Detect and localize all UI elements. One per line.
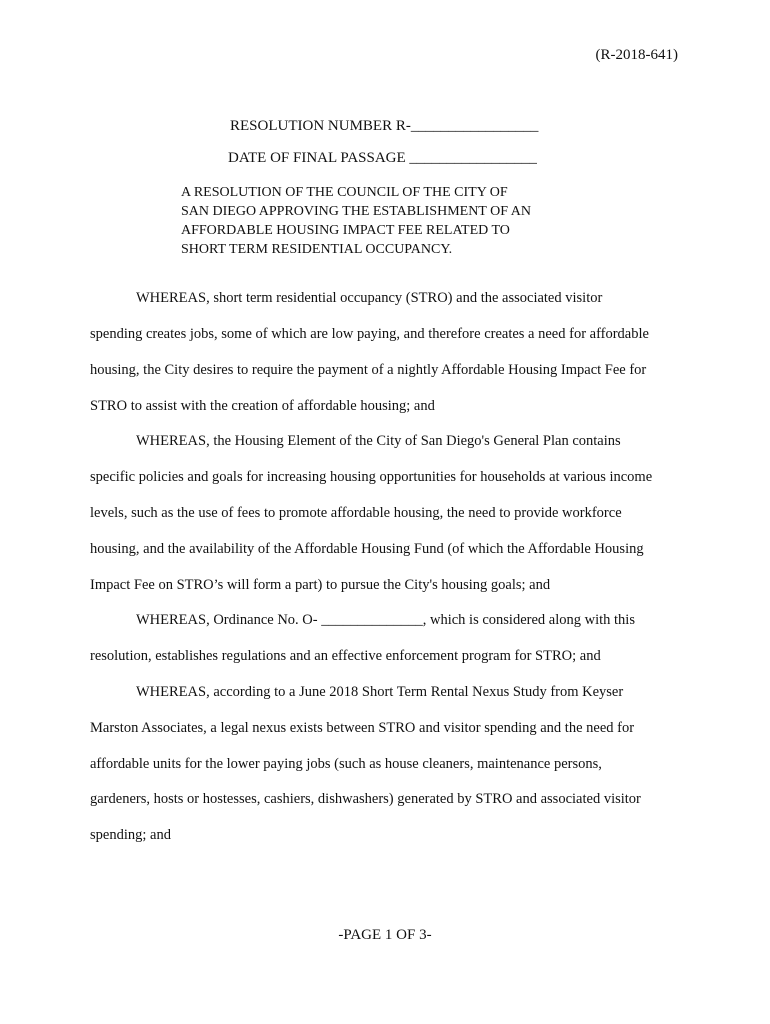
body-line: affordable units for the lower paying jobs (such as house cleaners, maintenance persons, (90, 756, 602, 772)
title-line: AFFORDABLE HOUSING IMPACT FEE RELATED TO (181, 223, 510, 238)
body-line: STRO to assist with the creation of affordable housing; and (90, 398, 435, 414)
title-line: SHORT TERM RESIDENTIAL OCCUPANCY. (181, 242, 453, 257)
page-footer: -PAGE 1 OF 3- (338, 927, 432, 943)
body-line: Impact Fee on STRO’s will form a part) to pursue the City's housing goals; and (90, 577, 551, 593)
body-line: WHEREAS, according to a June 2018 Short Term Rental Nexus Study from Keyser (136, 684, 624, 700)
body-line: spending creates jobs, some of which are low paying, and therefore creates a need for affordable (90, 326, 649, 342)
body-line: gardeners, hosts or hostesses, cashiers, dishwashers) generated by STRO and associated visitor (90, 791, 641, 807)
body-line: housing, and the availability of the Affordable Housing Fund (of which the Affordable Housing (90, 541, 644, 557)
resolution-number: RESOLUTION NUMBER R-_________________ (230, 118, 539, 134)
body-line: WHEREAS, the Housing Element of the City of San Diego's General Plan contains (136, 433, 621, 449)
body-line: WHEREAS, short term residential occupancy (STRO) and the associated visitor (136, 290, 603, 306)
body-line: WHEREAS, Ordinance No. O- ______________, which is considered along with this (136, 612, 635, 628)
title-line: A RESOLUTION OF THE COUNCIL OF THE CITY OF (181, 185, 508, 200)
document-number: (R-2018-641) (595, 47, 678, 63)
date-of-final-passage: DATE OF FINAL PASSAGE _________________ (228, 150, 537, 166)
body-line: resolution, establishes regulations and an effective enforcement program for STRO; and (90, 648, 601, 664)
body-line: spending; and (90, 827, 171, 843)
title-line: SAN DIEGO APPROVING THE ESTABLISHMENT OF AN (181, 204, 531, 219)
body-line: housing, the City desires to require the payment of a nightly Affordable Housing Impact Fee for (90, 362, 647, 378)
resolution-title (181, 183, 531, 259)
body-line: Marston Associates, a legal nexus exists between STRO and visitor spending and the need for (90, 720, 635, 736)
body-line: levels, such as the use of fees to promote affordable housing, the need to provide workforce (90, 505, 622, 521)
body-line: specific policies and goals for increasing housing opportunities for households at various income (90, 469, 653, 485)
